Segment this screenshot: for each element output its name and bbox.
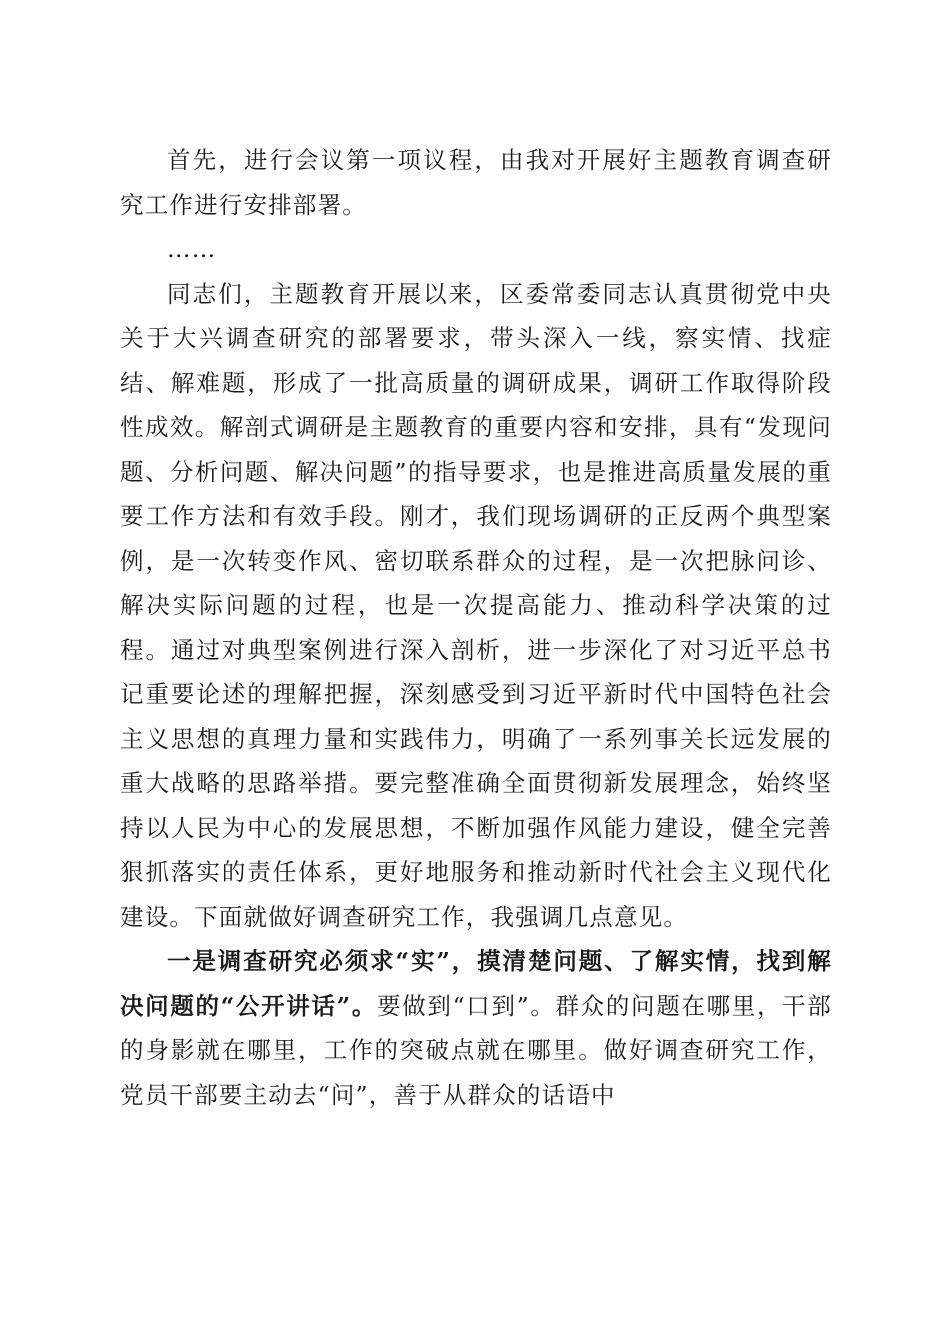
ellipsis-line bbox=[120, 227, 832, 272]
paragraph-agenda bbox=[120, 138, 832, 227]
ellipsis-text: …… bbox=[167, 235, 217, 263]
paragraph-comrades-text: 同志们，主题教育开展以来，区委常委同志认真贯彻党中央关于大兴调查研究的部署要求，带头深入一线，察实情、找症结、解难题，形成了一批高质量的调研成果，调研工作取得阶段性成效。解剖式调研是主题教育的重要内容和安排，具有“发现问题、分析问题、解决问题”的指导要求，也是推进高质量发展的重要工作方法和有效手段。刚才，我们现场调研的正反两个典型案例，是一次转变作风、密切联系群众的过程，是一次把脉问诊、解决实际问题的过程，也是一次提高能力、推动科学决策的过程。通过对典型案例进行深入剖析，进一步深化了对习近平总书记重要论述的理解把握，深刻感受到习近平新时代中国特色社会主义思想的真理力量和实践伟力，明确了一系列事关长远发展的重大战略的思路举措。要完整准确全面贯彻新发展理念，始终坚持以人民为中心的发展思想，不断加强作风能力建设，健全完善狠抓落实的责任体系，更好地服务和推动新时代社会主义现代化建设。下面就做好调查研究工作，我强调几点意见。 bbox=[120, 279, 832, 931]
paragraph-point-one-text: 要做到“口到”。群众的问题在哪里，干部的身影就在哪里，工作的突破点就在哪里。做好调查研究工作，党员干部要主动去“问”，善于从群众的话语中 bbox=[120, 991, 833, 1109]
paragraph-point-one-lead: 一是调查研究必须求“实”，摸清楚问题、了解实情，找到解决问题的“公开讲话”。 bbox=[120, 947, 832, 1020]
paragraph-point-one bbox=[120, 939, 832, 1117]
paragraph-comrades bbox=[120, 272, 832, 940]
paragraph-agenda-text: 首先，进行会议第一项议程，由我对开展好主题教育调查研究工作进行安排部署。 bbox=[120, 146, 832, 219]
document-body bbox=[120, 138, 832, 1117]
